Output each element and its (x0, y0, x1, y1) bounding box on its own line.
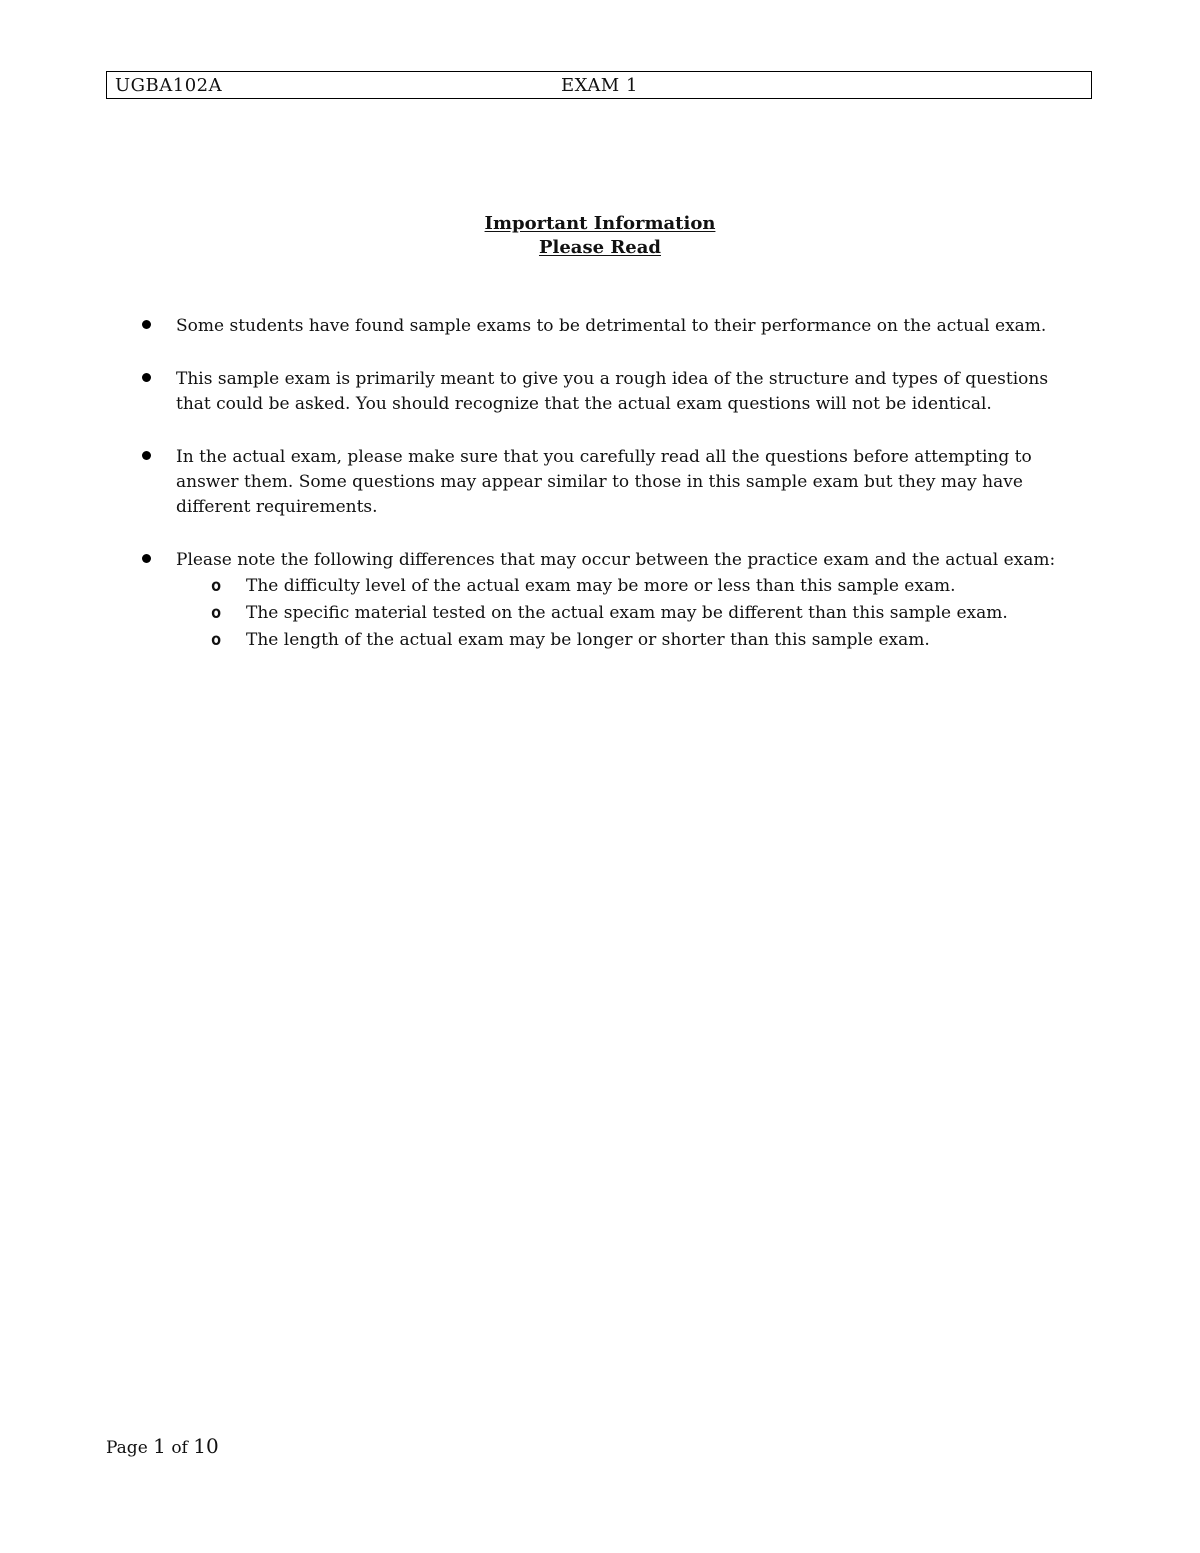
title-line-2: Please Read (538, 237, 661, 258)
sub-bullet-text: The difficulty level of the actual exam may be more or less than this sample exam. (246, 576, 956, 596)
sub-bullet-icon: o (211, 603, 222, 623)
bullet-text: This sample exam is primarily meant to give you a rough idea of the structure and types of questions that could be asked. You should recognize that the actual exam questions will not be identical. (176, 369, 1049, 414)
sub-list-item (211, 573, 1088, 600)
sub-bullet-icon: o (211, 576, 222, 596)
bullet-icon (142, 451, 151, 460)
title-line-1: Important Information (484, 213, 716, 234)
document-title (0, 212, 1200, 260)
list-item (176, 548, 1088, 654)
bullet-text: In the actual exam, please make sure that you carefully read all the questions before attempting to answer them. Some questions may appear similar to those in this sample exam but they may have different requirements. (176, 447, 1032, 517)
sub-bullet-text: The length of the actual exam may be longer or shorter than this sample exam. (246, 630, 930, 650)
page-header (106, 71, 1092, 99)
sub-list-item (211, 600, 1088, 627)
list-item (176, 314, 1088, 339)
sub-bullet-icon: o (211, 630, 222, 650)
differences-sublist (176, 573, 1088, 654)
sub-bullet-text: The specific material tested on the actual exam may be different than this sample exam. (246, 603, 1008, 623)
page-footer (106, 1432, 219, 1462)
bullet-icon (142, 320, 151, 329)
bullet-icon (142, 373, 151, 382)
bullet-text: Some students have found sample exams to be detrimental to their performance on the actual exam. (176, 316, 1047, 336)
exam-title: EXAM 1 (561, 75, 638, 96)
list-item (176, 445, 1088, 520)
of-word: of (171, 1438, 188, 1458)
page-word: Page (106, 1438, 148, 1458)
list-item (176, 367, 1088, 417)
information-list (0, 314, 1200, 654)
course-code: UGBA102A (115, 75, 223, 96)
current-page-number: 1 (153, 1434, 166, 1458)
bullet-icon (142, 554, 151, 563)
total-pages-number: 10 (193, 1434, 219, 1458)
sub-list-item (211, 627, 1088, 654)
bullet-text: Please note the following differences that may occur between the practice exam and the actual exam: (176, 550, 1056, 570)
